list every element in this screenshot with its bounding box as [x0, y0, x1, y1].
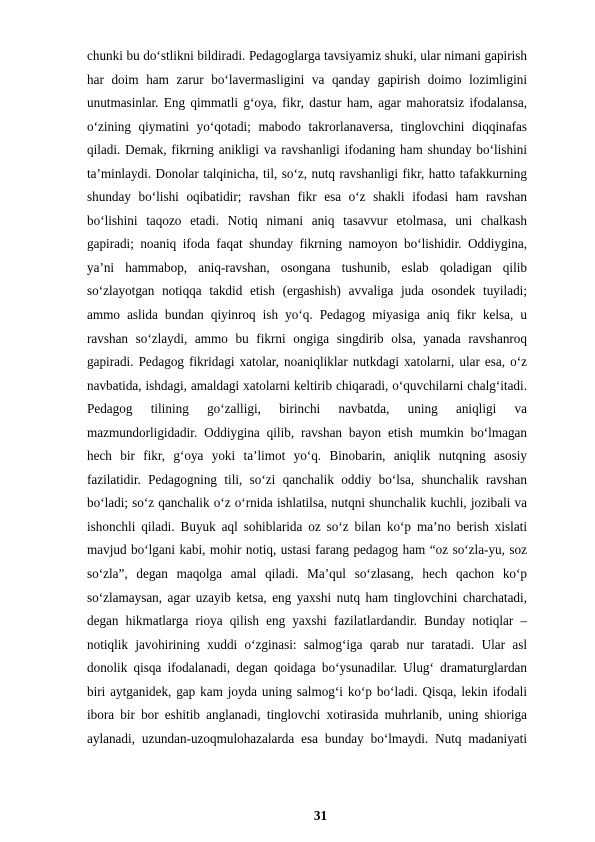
text-line: biri aytganidek, gap kam joyda uning salmog‘i ko‘p bo‘ladi. Qisqa, lekin ifodali [87, 683, 527, 699]
text-line: har doim ham zarur bo‘lavermasligini va qanday gapirish doimo lozimligini [87, 71, 527, 87]
text-line: unutmasinlar. Eng qimmatli g‘oya, fikr, dastur ham, agar mahoratsiz ifodalansa, [87, 95, 527, 111]
text-line: shunday bo‘lishi oqibatidir; ravshan fikr esa o‘z shakli ifodasi ham ravshan [87, 189, 527, 205]
text-line: chunki bu do‘stlikni bildiradi. Pedagoglarga tavsiyamiz shuki, ular nimani gapirish [87, 48, 527, 63]
text-line: ya’ni hammabop, aniq-ravshan, osongana tushunib, eslab qoladigan qilib [87, 259, 527, 275]
body-text [87, 44, 527, 750]
text-line: so‘zlamaysan, agar uzayib ketsa, eng yaxshi nutq ham tinglovchini charchatadi, [87, 589, 527, 605]
text-line: degan hikmatlarga rioya qilish eng yaxshi fazilatlardandir. Bunday notiqlar – [87, 613, 527, 629]
text-line: ibora bir bor eshitib anglanadi, tinglovchi xotirasida muhrlanib, uning shioriga [87, 707, 527, 723]
text-line: bo‘ladi; so‘z qanchalik o‘z o‘rnida ishlatilsa, nutqni shunchalik kuchli, jozibali va [87, 495, 527, 511]
text-line: bo‘lishini taqozo etadi. Notiq nimani aniq tasavvur etolmasa, uni chalkash [87, 212, 527, 228]
text-line: ishonchli qiladi. Buyuk aql sohiblarida oz so‘z bilan ko‘p ma’no berish xislati [87, 518, 527, 534]
text-line: ravshan so‘zlaydi, ammo bu fikrni ongiga singdirib olsa, yanada ravshanroq [87, 330, 527, 346]
text-line: ta’minlaydi. Donolar talqinicha, til, so‘z, nutq ravshanligi fikr, hatto tafakkurning [87, 165, 527, 181]
text-line: so‘zla”, degan maqolga amal qiladi. Ma’qul so‘zlasang, hech qachon ko‘p [87, 566, 527, 582]
text-line: qiladi. Demak, fikrning anikligi va ravshanligi ifodaning ham shunday bo‘lishini [87, 142, 527, 158]
page-number: 31 [313, 808, 328, 823]
text-line: notiqlik javohirining xuddi o‘zginasi: salmog‘iga qarab nur taratadi. Ular asl [87, 636, 527, 652]
text-line: ammo aslida bundan qiyinroq ish yo‘q. Pedagog miyasiga aniq fikr kelsa, u [87, 307, 527, 323]
text-line: mazmundorligidadir. Oddiygina qilib, ravshan bayon etish mumkin bo‘lmagan [87, 424, 527, 440]
text-line: hech bir fikr, g‘oya yoki ta’limot yo‘q. Binobarin, aniqlik nutqning asosiy [87, 448, 527, 464]
text-line: so‘zlayotgan notiqqa takdid etish (ergashish) avvaliga juda osondek tuyiladi; [87, 283, 527, 299]
text-line: Pedagog tilining go‘zalligi, birinchi navbatda, uning aniqligi va [87, 401, 527, 417]
text-line: o‘zining qiymatini yo‘qotadi; mabodo takrorlanaversa, tinglovchini diqqinafas [87, 118, 527, 134]
text-line: mavjud bo‘lgani kabi, mohir notiq, ustasi farang pedagog ham “oz so‘zla-yu, soz [87, 542, 527, 558]
text-line: fazilatidir. Pedagogning tili, so‘zi qanchalik oddiy bo‘lsa, shunchalik ravshan [87, 471, 527, 487]
text-line: gapiradi; noaniq ifoda faqat shunday fikrning namoyon bo‘lishidir. Oddiygina, [87, 236, 527, 252]
text-line: gapiradi. Pedagog fikridagi xatolar, noaniqliklar nutkdagi xatolarni, ular esa, o‘z [87, 354, 527, 370]
text-line: aylanadi, uzundan-uzoqmulohazalarda esa bunday bo‘lmaydi. Nutq madaniyati [87, 730, 527, 746]
text-line: donolik qisqa ifodalanadi, degan qoidaga bo‘ysunadilar. Ulug‘ dramaturglardan [87, 660, 527, 676]
text-line: navbatida, ishdagi, amaldagi xatolarni keltirib chiqaradi, o‘quvchilarni chalg‘itadi. [87, 377, 527, 393]
